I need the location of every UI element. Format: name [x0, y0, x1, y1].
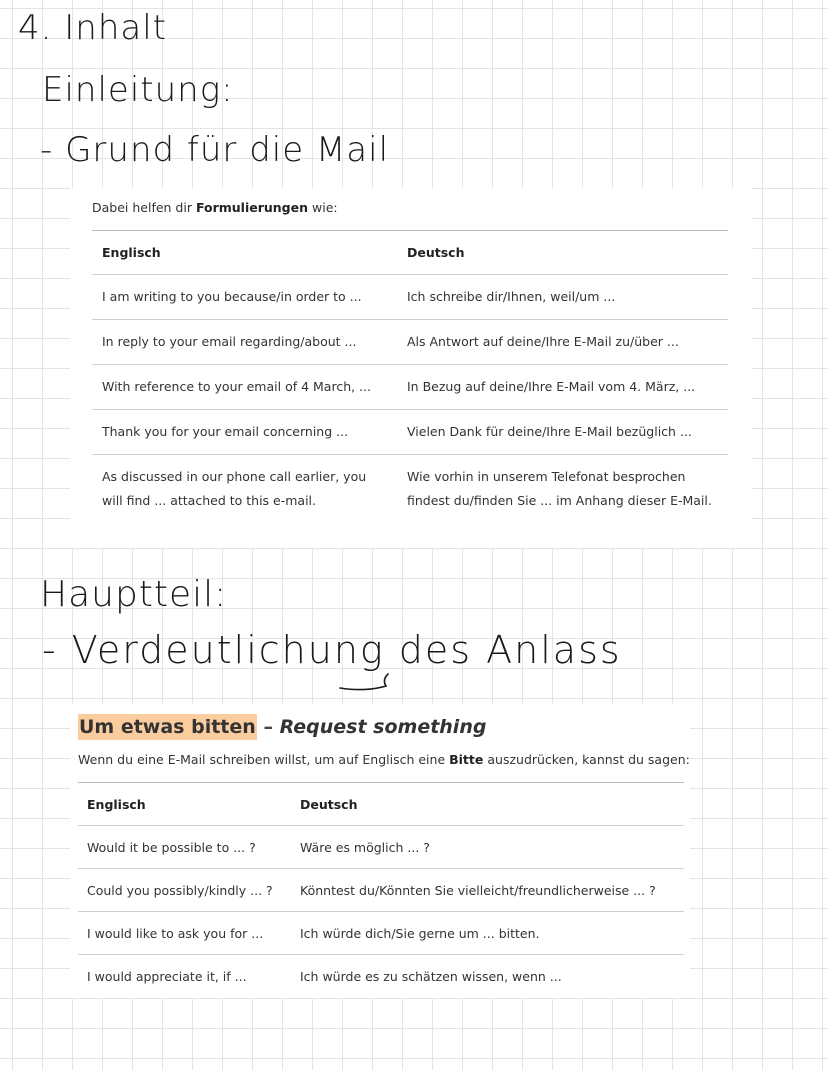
table-row [78, 869, 684, 912]
column-header-english: Englisch [102, 245, 161, 260]
cell-english: As discussed in our phone call earlier, you will find ... attached to this e-mail. [102, 469, 367, 508]
table-header-row [92, 231, 728, 275]
cell-german: Ich schreibe dir/Ihnen, weil/um ... [407, 289, 616, 304]
note-grund: - Grund für die Mail [40, 130, 390, 170]
table-row [92, 410, 728, 455]
cell-english: Thank you for your email concerning ... [102, 424, 349, 439]
heading-highlight: Um etwas bitten [79, 716, 256, 738]
cell-english: Would it be possible to ... ? [87, 839, 256, 855]
card2-intro-bold: Bitte [449, 752, 484, 767]
phrases-card-intro [70, 188, 752, 548]
heading-italic: Request something [279, 716, 487, 738]
card1-intro-bold: Formulierungen [195, 200, 309, 215]
table-row [92, 365, 728, 410]
phrases-table-request [78, 782, 684, 997]
table-row [92, 275, 728, 320]
table-row [78, 955, 684, 998]
card2-intro-prefix: Wenn du eine E-Mail schreiben willst, um auf Englisch eine [78, 752, 446, 767]
note-hauptteil: Hauptteil: [40, 574, 228, 615]
cell-german: Wie vorhin in unserem Telefonat besprochen findest du/finden Sie ... im Anhang dieser E-Mail. [407, 469, 712, 508]
column-header-english: Englisch [87, 796, 146, 812]
handwritten-underline-stroke [336, 668, 396, 694]
note-einleitung: Einleitung: [42, 70, 234, 110]
note-verdeutlichung: - Verdeutlichung des Anlass [42, 628, 622, 672]
table-row [92, 455, 728, 520]
cell-german: Ich würde dich/Sie gerne um ... bitten. [300, 925, 540, 941]
card2-intro-suffix: auszudrücken, kannst du sagen: [487, 752, 690, 767]
card1-intro [92, 200, 338, 215]
cell-german: Könntest du/Könnten Sie vielleicht/freundlicherweise ... ? [300, 882, 656, 898]
cell-english: I am writing to you because/in order to ... [102, 289, 362, 304]
note-title: 4. Inhalt [18, 8, 167, 48]
card1-intro-prefix: Dabei helfen dir [92, 200, 192, 215]
cell-english: In reply to your email regarding/about ... [102, 334, 357, 349]
card2-intro [78, 752, 690, 767]
phrases-card-request [70, 704, 690, 998]
cell-english: Could you possibly/kindly ... ? [87, 882, 273, 898]
table-row [78, 826, 684, 869]
table-row [78, 912, 684, 955]
table-row [92, 320, 728, 365]
phrases-table-intro [92, 230, 728, 519]
cell-german: Ich würde es zu schätzen wissen, wenn ... [300, 968, 562, 984]
cell-english: I would appreciate it, if ... [87, 968, 247, 984]
heading-dash: – [263, 716, 273, 738]
cell-german: Als Antwort auf deine/Ihre E-Mail zu/über ... [407, 334, 679, 349]
section-heading [78, 716, 486, 738]
cell-german: Vielen Dank für deine/Ihre E-Mail bezüglich ... [407, 424, 692, 439]
column-header-german: Deutsch [300, 796, 358, 812]
cell-english: With reference to your email of 4 March, ... [102, 379, 371, 394]
card1-intro-suffix: wie: [312, 200, 338, 215]
cell-german: Wäre es möglich ... ? [300, 839, 430, 855]
cell-english: I would like to ask you for ... [87, 925, 264, 941]
column-header-german: Deutsch [407, 245, 465, 260]
table-header-row [78, 783, 684, 826]
cell-german: In Bezug auf deine/Ihre E-Mail vom 4. März, ... [407, 379, 696, 394]
